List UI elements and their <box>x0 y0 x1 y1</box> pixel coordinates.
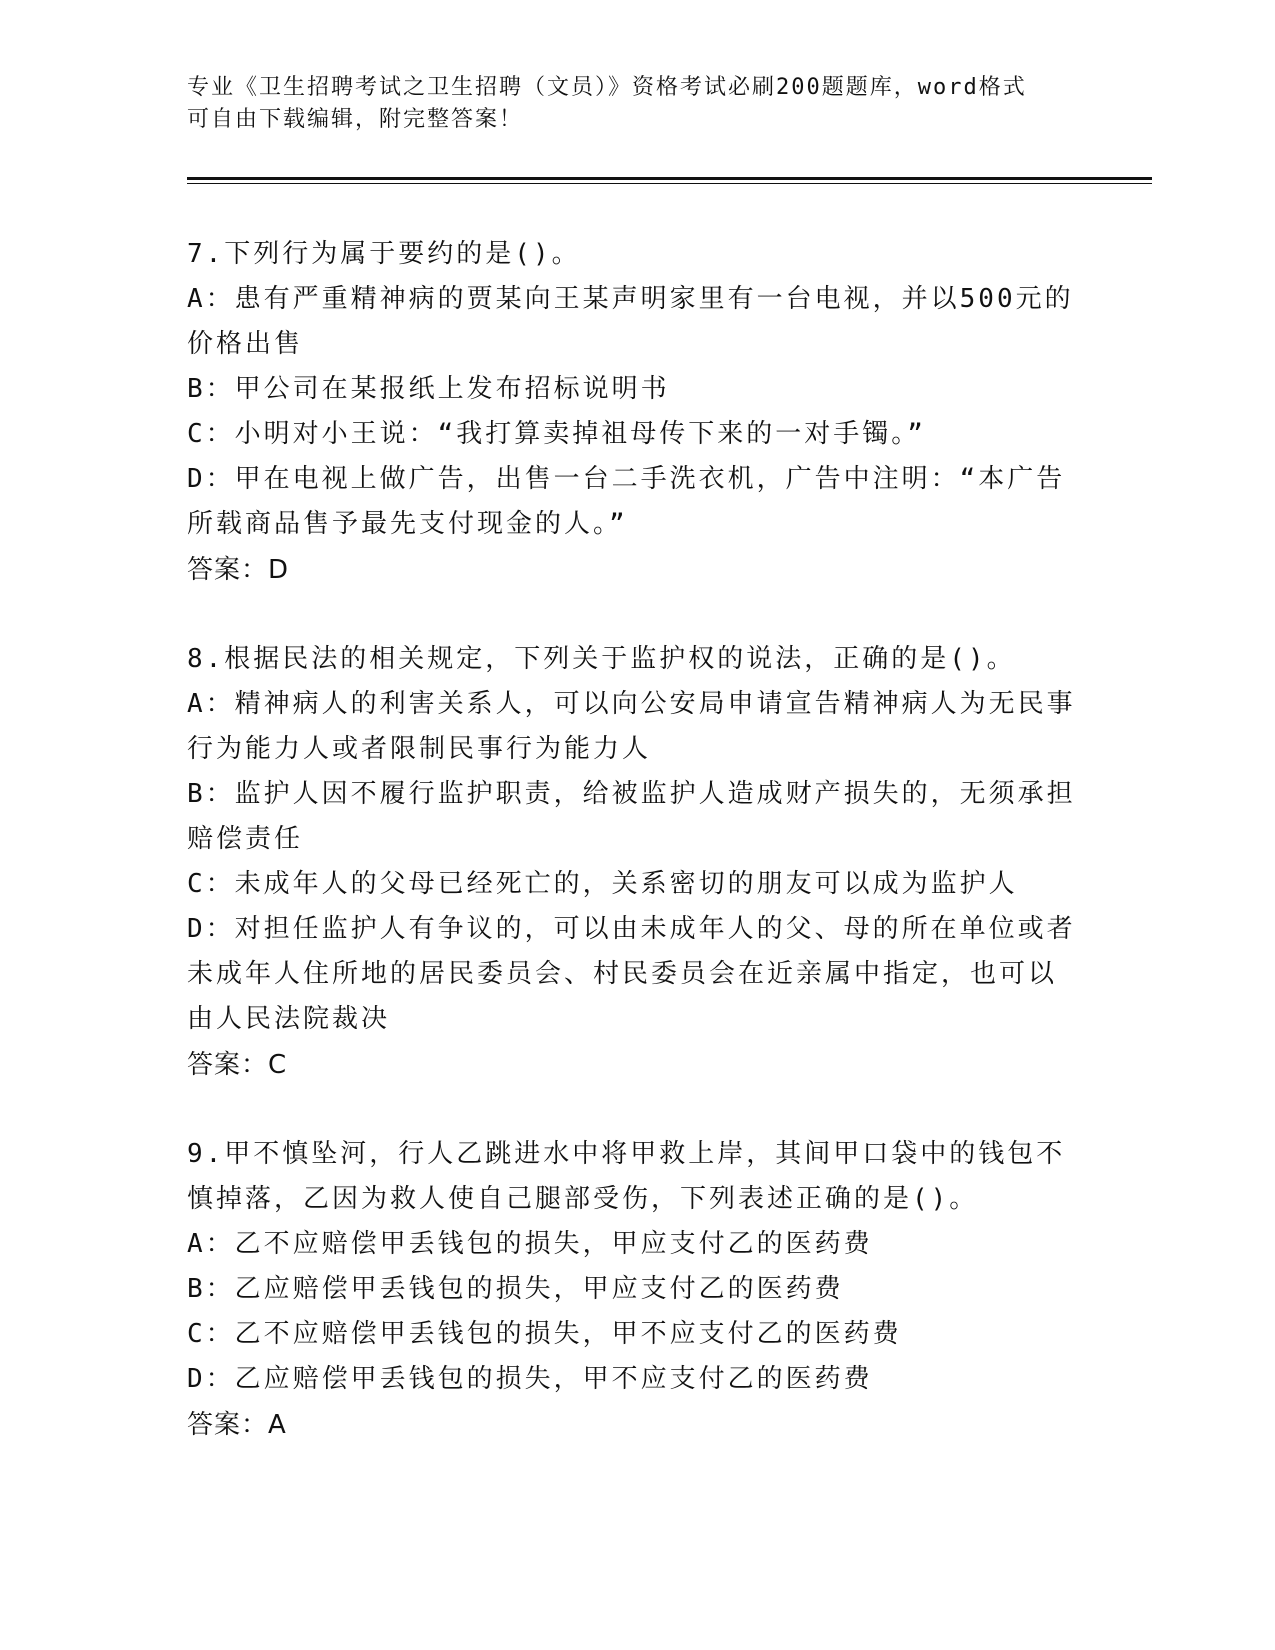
document-header <box>187 72 1087 136</box>
header-divider-thick <box>187 177 1152 180</box>
option-d: D：乙应赔偿甲丢钱包的损失，甲不应支付乙的医药费 <box>187 1364 873 1394</box>
question-stem: 8.根据民法的相关规定，下列关于监护权的说法，正确的是()。 <box>187 644 1016 674</box>
option-d: D：对担任监护人有争议的，可以由未成年人的父、母的所在单位或者未成年人住所地的居民委员会、村民委员会在近亲属中指定，也可以由人民法院裁决 <box>187 914 1076 1034</box>
option-b: B：监护人因不履行监护职责，给被监护人造成财产损失的，无须承担赔偿责任 <box>187 779 1076 854</box>
option-c: C：小明对小王说：“我打算卖掉祖母传下来的一对手镯。” <box>187 419 926 449</box>
question-9 <box>187 1132 1077 1448</box>
option-a: A：精神病人的利害关系人，可以向公安局申请宣告精神病人为无民事行为能力人或者限制民事行为能力人 <box>187 689 1076 764</box>
option-b: B：乙应赔偿甲丢钱包的损失，甲应支付乙的医药费 <box>187 1274 844 1304</box>
question-list <box>187 232 1077 1492</box>
answer-label: 答案：A <box>187 1410 287 1440</box>
answer-label: 答案：D <box>187 555 290 585</box>
option-d: D：甲在电视上做广告，出售一台二手洗衣机，广告中注明：“本广告所载商品售予最先支付现金的人。” <box>187 464 1066 539</box>
answer-label: 答案：C <box>187 1050 288 1080</box>
option-c: C：未成年人的父母已经死亡的，关系密切的朋友可以成为监护人 <box>187 869 1018 899</box>
header-line-2: 可自由下载编辑，附完整答案！ <box>187 107 524 132</box>
option-a: A：患有严重精神病的贾某向王某声明家里有一台电视，并以500元的价格出售 <box>187 284 1074 359</box>
question-stem: 7.下列行为属于要约的是()。 <box>187 239 581 269</box>
question-7 <box>187 232 1077 593</box>
option-a: A：乙不应赔偿甲丢钱包的损失，甲应支付乙的医药费 <box>187 1229 873 1259</box>
option-b: B：甲公司在某报纸上发布招标说明书 <box>187 374 670 404</box>
question-stem: 9.甲不慎坠河，行人乙跳进水中将甲救上岸，其间甲口袋中的钱包不慎掉落，乙因为救人使自己腿部受伤，下列表述正确的是()。 <box>187 1139 1066 1214</box>
header-divider-thin <box>187 183 1152 184</box>
option-c: C：乙不应赔偿甲丢钱包的损失，甲不应支付乙的医药费 <box>187 1319 902 1349</box>
header-line-1: 专业《卫生招聘考试之卫生招聘（文员）》资格考试必刷200题题库，word格式 <box>187 75 1027 100</box>
question-8 <box>187 637 1077 1088</box>
